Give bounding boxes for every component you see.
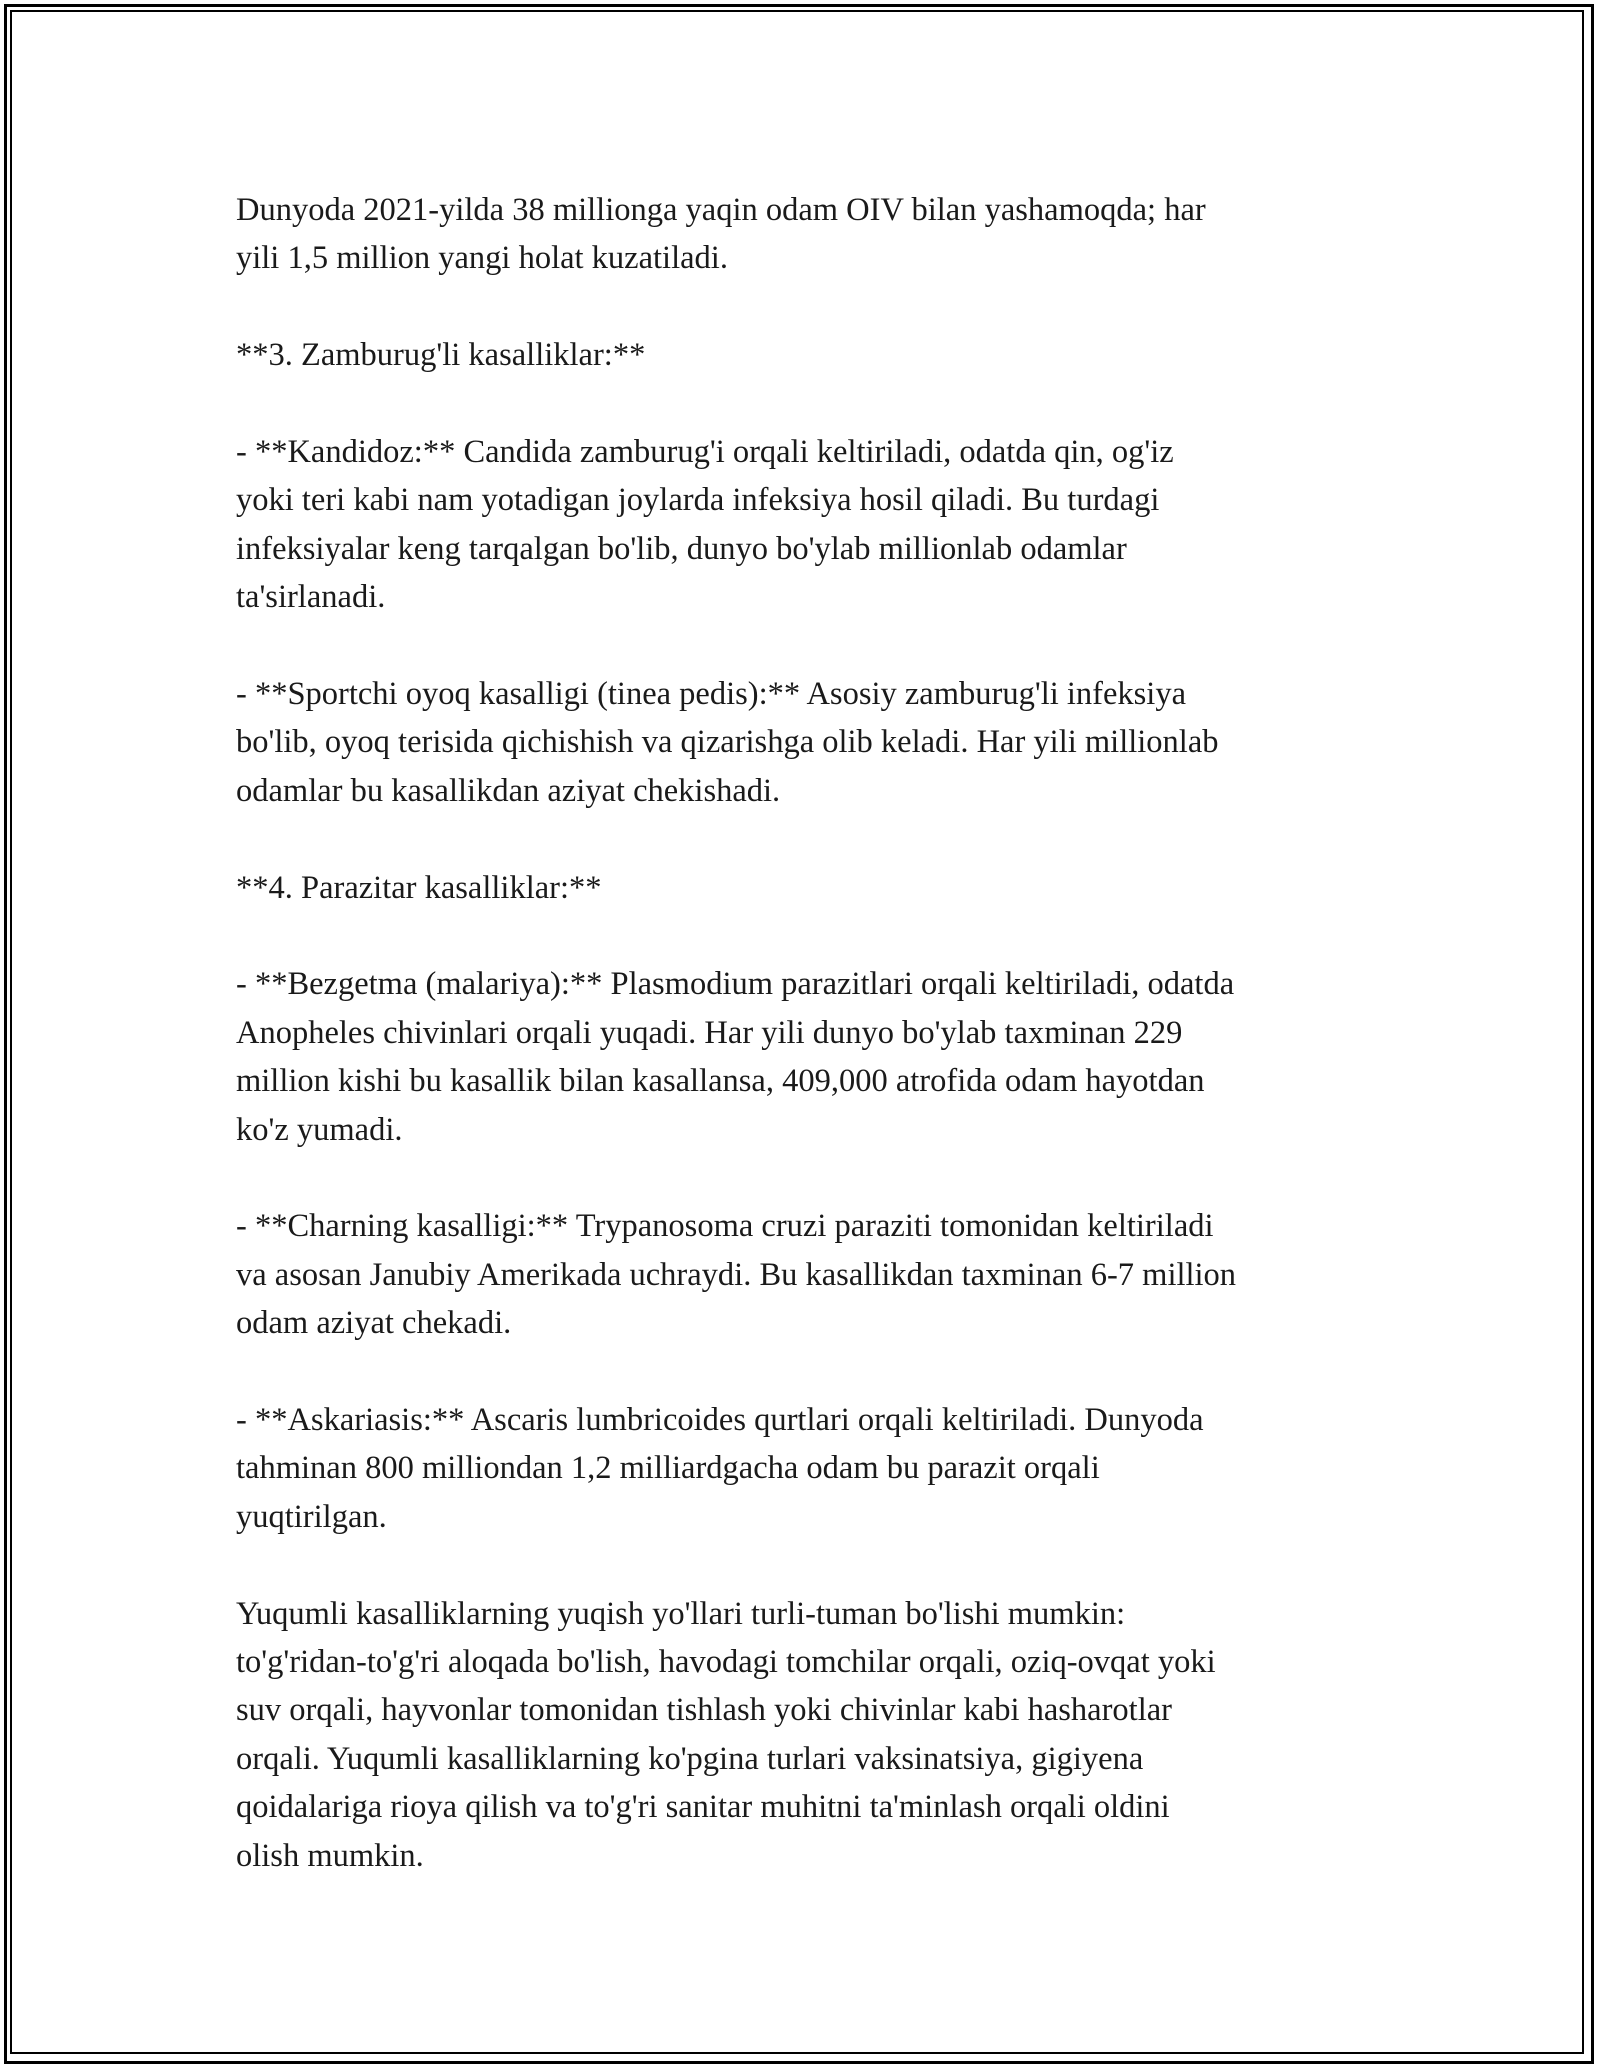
document-body: [236, 186, 1376, 1880]
paragraph-oiv-statistics: Dunyoda 2021-yilda 38 millionga yaqin odam OIV bilan yashamoqda; har yili 1,5 million yangi holat kuzatiladi.: [236, 192, 1206, 277]
list-item-candidiasis: - **Kandidoz:** Candida zamburug'i orqali keltiriladi, odatda qin, og'iz yoki teri kabi nam yotadigan joylarda infeksiya hosil qiladi. Bu turdagi infeksiyalar keng tarqalgan bo'lib, dunyo bo'ylab millionlab odamlar ta'sirlanadi.: [236, 434, 1174, 616]
paragraph-transmission-routes: Yuqumli kasalliklarning yuqish yo'llari turli-tuman bo'lishi mumkin: to'g'ridan-to'g'ri aloqada bo'lish, havodagi tomchilar orqali, oziq-ovqat yoki suv orqali, hayvonlar tomonidan tishlash yoki chivinlar kabi hasharotlar orqali. Yuqumli kasalliklarning ko'pgina turlari vaksinatsiya, gigiyena qoidalariga rioya qilish va to'g'ri sanitar muhitni ta'minlash orqali oldini olish mumkin.: [236, 1595, 1216, 1874]
list-item-ascariasis: - **Askariasis:** Ascaris lumbricoides qurtlari orqali keltiriladi. Dunyoda tahminan 800 milliondan 1,2 milliardgacha odam bu parazit orqali yuqtirilgan.: [236, 1402, 1204, 1535]
list-item-tinea-pedis: - **Sportchi oyoq kasalligi (tinea pedis):** Asosiy zamburug'li infeksiya bo'lib, oyoq terisida qichishish va qizarishga olib keladi. Har yili millionlab odamlar bu kasallikdan aziyat chekishadi.: [236, 676, 1219, 809]
list-item-chagas: - **Charning kasalligi:** Trypanosoma cruzi paraziti tomonidan keltiriladi va asosan Janubiy Amerikada uchraydi. Bu kasallikdan taxminan 6-7 million odam aziyat chekadi.: [236, 1208, 1237, 1342]
heading-parasitic-diseases: **4. Parazitar kasalliklar:**: [236, 869, 602, 906]
list-item-malaria: - **Bezgetma (malariya):** Plasmodium parazitlari orqali keltiriladi, odatda Anopheles chivinlari orqali yuqadi. Har yili dunyo bo'ylab taxminan 229 million kishi bu kasallik bilan kasallansa, 409,000 atrofida odam hayotdan ko'z yumadi.: [236, 966, 1235, 1148]
heading-fungal-diseases: **3. Zamburug'li kasalliklar:**: [236, 337, 646, 374]
